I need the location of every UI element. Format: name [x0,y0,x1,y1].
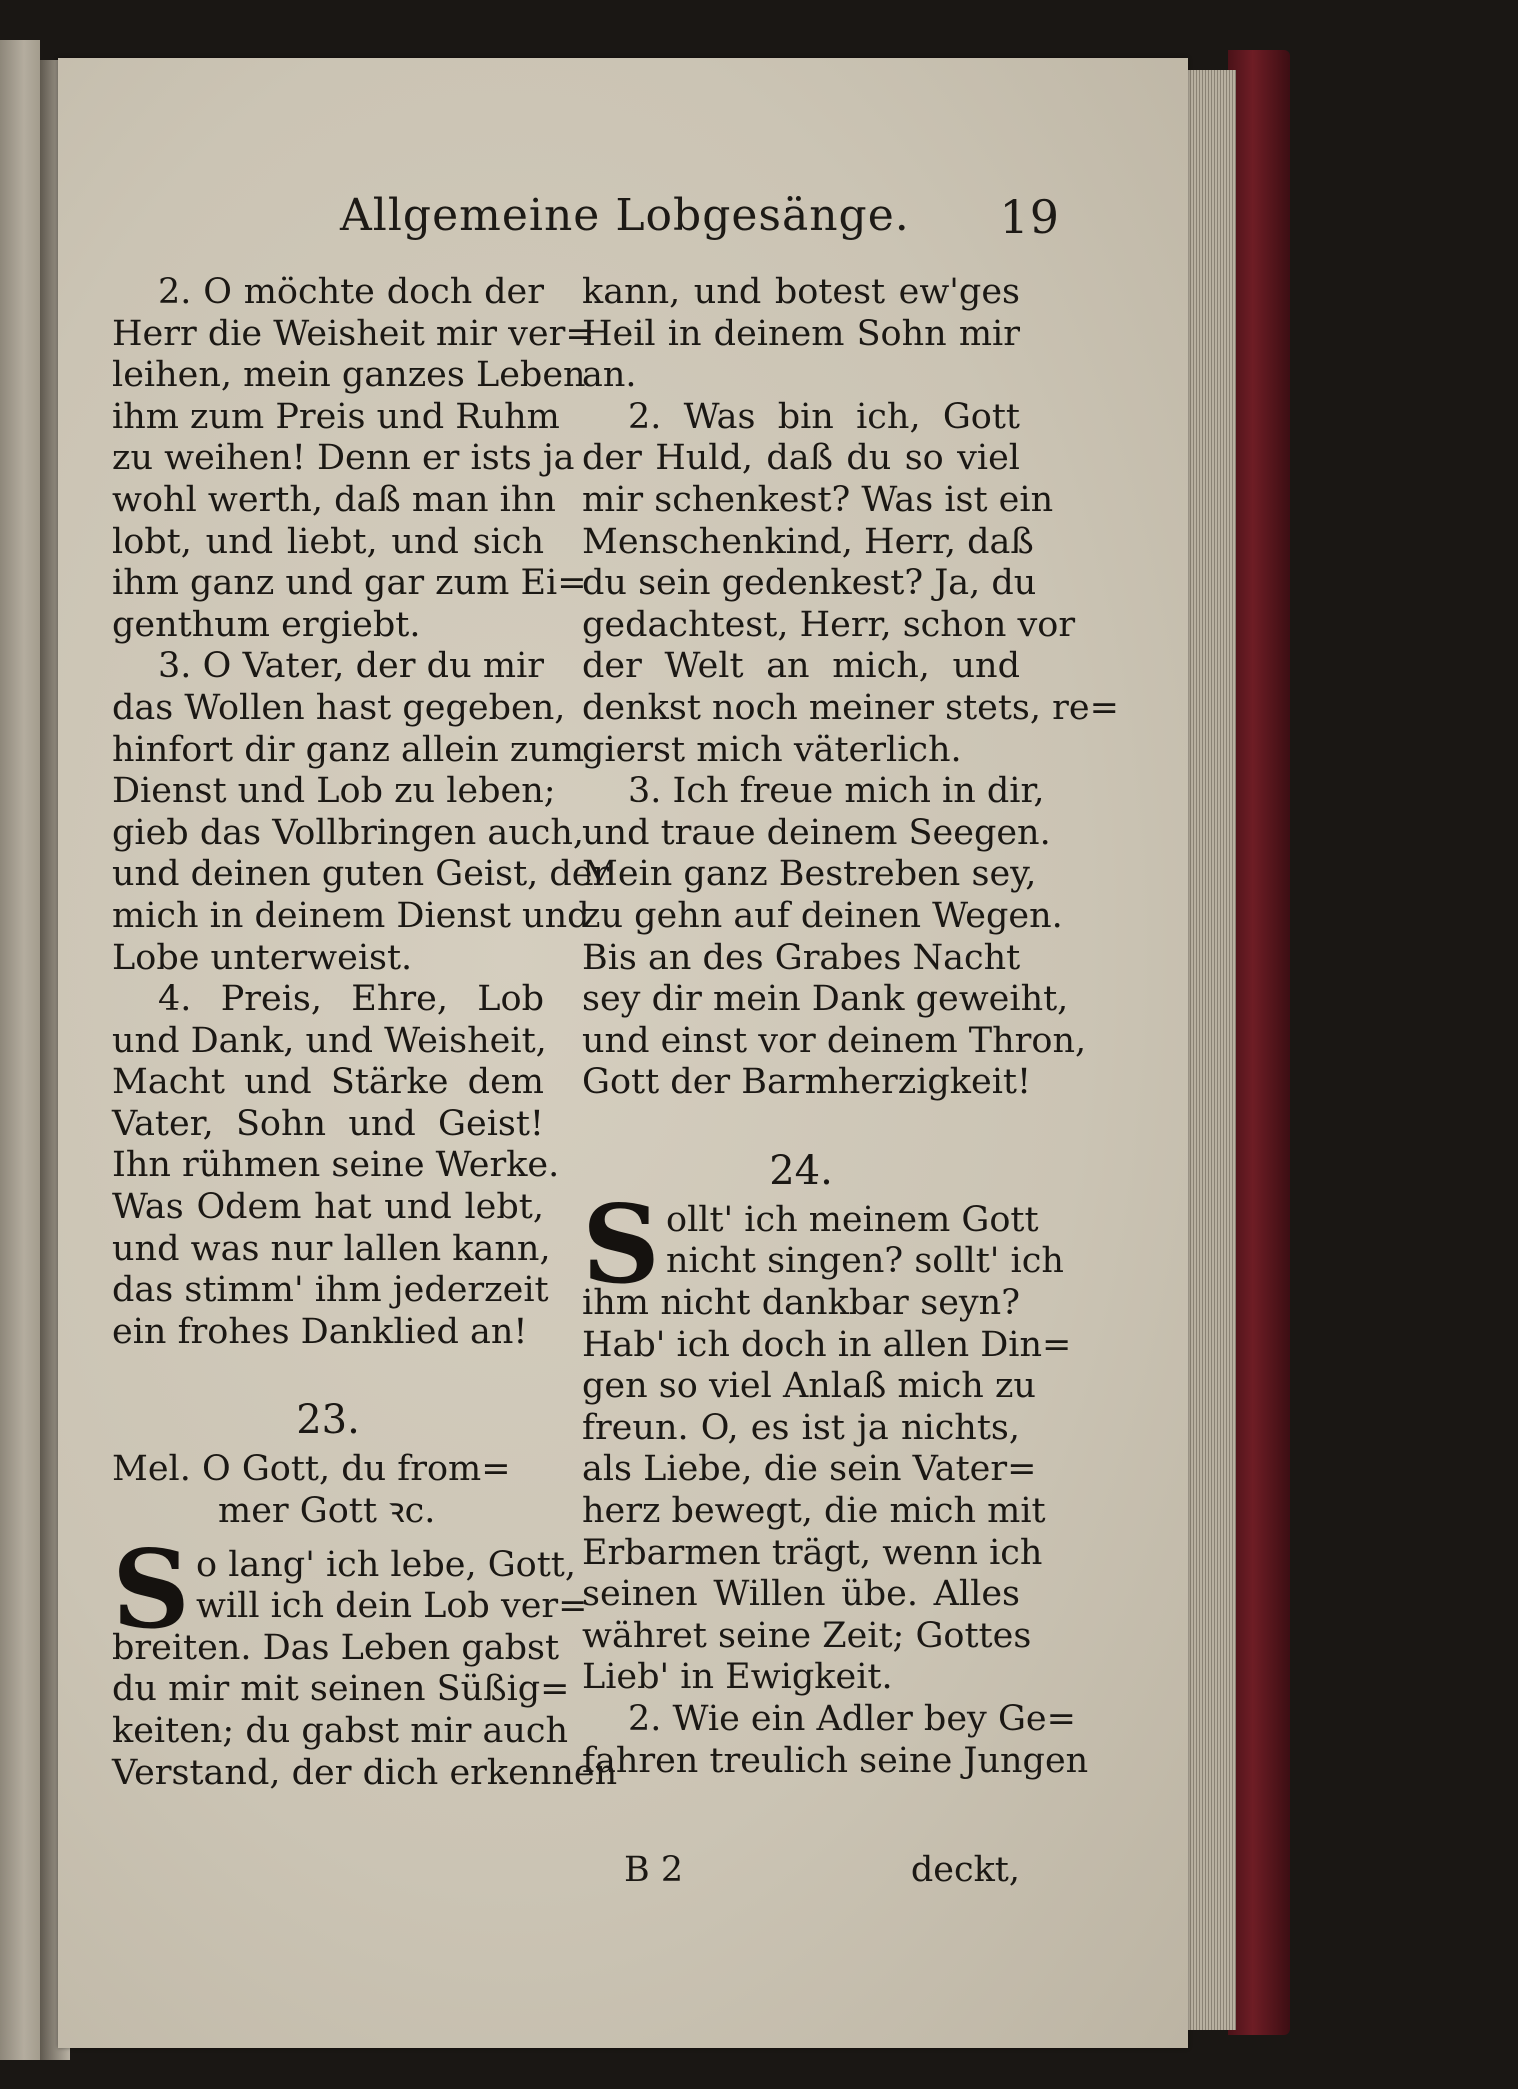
melody-line: mer Gott ꝛc. [218,1491,436,1532]
text-line: du sein gedenkest? Ja, du [582,563,1037,604]
text-line: lobt, und liebt, und sich [112,521,544,562]
text-line: denkst noch meiner stets, re= [582,687,1119,728]
text-line: du mir mit seinen Süßig= [112,1669,570,1710]
text-line: und Dank, und Weisheit, [112,1020,547,1061]
text-line: Menschenkind, Herr, daß [582,521,1034,562]
stanza-3 [582,771,1087,1104]
text-line: der Welt an mich, und [582,646,1020,687]
text-line: will ich dein Lob ver= [196,1586,588,1627]
drop-cap: S [582,1181,660,1308]
text-line: gen so viel Anlaß mich zu [582,1366,1036,1407]
drop-cap: S [112,1526,190,1653]
text-line: das stimm' ihm jederzeit [112,1270,549,1311]
signature-mark: B 2 [624,1850,684,1890]
text-line: leihen, mein ganzes Leben [112,355,586,396]
text-line: kann, und botest ew'ges [582,272,1020,312]
melody-line: Mel. O Gott, du from= [112,1449,511,1490]
text-line: 3. Ich freue mich in dir, [628,771,1045,812]
text-line: Erbarmen trägt, wenn ich [582,1532,1043,1573]
text-line: und traue deinem Seegen. [582,812,1051,853]
text-line: ein frohes Danklied an! [112,1311,528,1352]
continuation [582,272,1020,397]
text-line: sey dir mein Dank geweiht, [582,979,1069,1020]
text-line: ihm zum Preis und Ruhm [112,396,560,437]
running-title: Allgemeine Lobgesänge. [340,190,910,241]
text-line: hinfort dir ganz allein zum [112,729,585,770]
text-line: Hab' ich doch in allen Din= [582,1324,1072,1365]
text-line: Bis an des Grabes Nacht [582,937,1021,978]
text-line: 2. O möchte doch der [158,272,544,312]
page-number: 19 [999,190,1060,244]
text-line: Heil in deinem Sohn mir [582,313,1020,354]
text-line: gedachtest, Herr, schon vor [582,604,1076,645]
text-line: herz bewegt, die mich mit [582,1491,1046,1532]
right-column [582,272,1119,1782]
text-line: das Wollen hast gegeben, [112,687,566,728]
text-line: mich in deinem Dienst und [112,895,590,936]
left-column [112,272,618,1794]
text-line: Was Odem hat und lebt, [112,1187,544,1228]
text-line: währet seine Zeit; Gottes [582,1615,1032,1656]
text-line: zu weihen! Denn er ists ja [112,438,575,479]
text-line: seinen Willen übe. Alles [582,1574,1020,1615]
text-line: ihm ganz und gar zum Ei= [112,563,587,604]
text-line: Gott der Barmherzigkeit! [582,1062,1032,1103]
text-line: Macht und Stärke dem [112,1062,544,1103]
text-line: gierst mich väterlich. [582,729,962,770]
text-line: an. [582,355,637,396]
text-line: ollt' ich meinem Gott [666,1199,1039,1240]
text-line: Verstand, der dich erkennen [112,1752,618,1793]
text-line: wohl werth, daß man ihn [112,479,556,520]
text-line: Dienst und Lob zu leben; [112,771,556,812]
hymn-number-24: 24. [769,1147,833,1194]
stanza-2 [582,396,1119,771]
text-line: und was nur lallen kann, [112,1228,551,1269]
stanza-2 [112,272,595,646]
text-line: und deinen guten Geist, der [112,854,610,895]
hymn-24-text [582,1181,1089,1782]
text-line: 3. O Vater, der du mir [158,646,544,687]
text-line: der Huld, daß du so viel [582,438,1020,479]
text-line: breiten. Das Leben gabst [112,1627,560,1668]
text-line: als Liebe, die sein Vater= [582,1449,1037,1490]
book-cover-edge [1228,50,1290,2035]
text-line: o lang' ich lebe, Gott, [196,1544,576,1585]
text-line: freun. O, es ist ja nichts, [582,1407,1020,1448]
text-line: nicht singen? sollt' ich [666,1241,1064,1282]
facing-page-edge [0,40,40,2060]
text-line: Ihn rühmen seine Werke. [112,1145,560,1186]
text-line: ihm nicht dankbar seyn? [582,1283,1020,1324]
catchword: deckt, [910,1850,1020,1890]
text-line: Vater, Sohn und Geist! [112,1103,544,1144]
hymn-number-23: 23. [296,1397,360,1444]
text-line: und einst vor deinem Thron, [582,1020,1087,1061]
text-line: genthum ergiebt. [112,604,421,645]
text-line: 2. Was bin ich, Gott [628,396,1020,437]
page-footer [582,1850,1020,1894]
running-header [340,190,1060,250]
text-line: gieb das Vollbringen auch, [112,812,585,853]
spacer [112,1353,544,1391]
stanza-3 [112,646,610,979]
text-line: Lobe unterweist. [112,937,413,978]
text-line: 4. Preis, Ehre, Lob [158,979,544,1020]
text-line: Lieb' in Ewigkeit. [582,1657,893,1698]
stanza-4 [112,979,560,1353]
text-line: zu gehn auf deinen Wegen. [582,895,1063,936]
spacer [582,1104,1020,1142]
text-line: mir schenkest? Was ist ein [582,479,1054,520]
text-line: Mein ganz Bestreben sey, [582,854,1037,895]
text-line: Herr die Weisheit mir ver= [112,313,595,354]
text-line: 2. Wie ein Adler bey Ge= [628,1699,1076,1739]
text-line: keiten; du gabst mir auch [112,1711,569,1751]
text-line: fahren treulich seine Jungen [582,1740,1089,1781]
hymn-23-text [112,1526,618,1795]
